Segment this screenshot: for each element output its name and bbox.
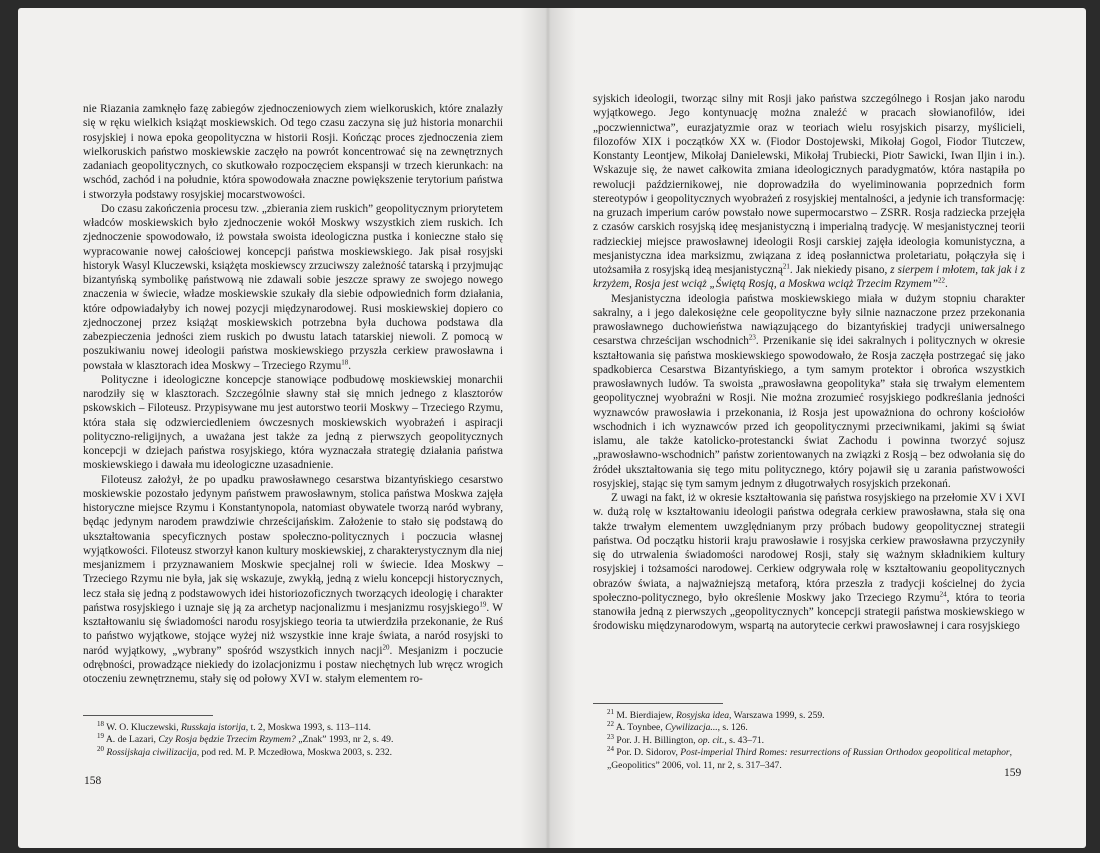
right-paragraph-3: Z uwagi na fakt, iż w okresie kształtowania się państwa rosyjskiego na przełomie XV i XVI w. dużą rolę w kształtowaniu ideologii państwa odegrała cerkiew prawosławna, stała się ona także trwałym elementem uwzględnianym przy próbach budowy geopolitycznej strategii państwa. Od początku historii kraju prawosławie i rosyjska cerkiew prawosławna przyczyniły się do utrwalenia świadomości narodowej Rosji, stały się ważnym składnikiem kultury rosyjskiej i tożsamości narodowej. Cerkiew odgrywała rolę w kształtowaniu geopolitycznych obrazów świata, a najważniejszą metaforą, która przeszła z tradycji kościelnej do życia społeczno-politycznego, było określenie Moskwy jako Trzeciego Rzymu$^{24}$, która to teoria stanowiła jedną z pierwszych „geopolitycznych” koncepcji strategii państwa moskiewskiego w środowisku międzynarodowym, wspartą na autorytecie cerkwi prawosławnej i cara rosyjskiego	[593, 492, 1026, 633]
left-paragraph-4: Filoteusz założył, że po upadku prawosławnego cesarstwa bizantyńskiego cesarstwo moskiewskie pozostało jedynym państwem prawosławnym, stolica państwa Moskwa zajęła historyczne miejsce Rzymu i Konstantynopola, natomiast obywatele tworzą naród wybrany, będąc jedynym narodem prawdziwie chrześcijańskim. Założenie to stało się podstawą do ukształtowania specyficznych postaw społeczno-politycznych i poczucia własnej wyjątkowości. Filoteusz stworzył kanon kultury moskiewskiej, z charakterystycznym dla niej mesjanizmem i przyznawaniem Moskwie specjalnej roli w świecie. Idea Moskwy – Trzeciego Rzymu nie była, jak się wskazuje, zwykłą, jedną z wielu koncepcji historycznych, lecz stała się jedną z podstawowych idei historiozoficznych tworzących ideologię i charakter państwa rosyjskiego i uznaje się ją za archetyp nacjonalizmu i mesjanizmu rosyjskiego$^{19}$. W kształtowaniu się świadomości narodu rosyjskiego teoria ta utwierdziła przekonanie, że Ruś to państwo wyjątkowe, stojące wyżej niż wszystkie inne kraje świata, a naród rosyjski to naród wyjątkowy, „wybrany” spośród wszystkich innych nacji$^{20}$. Mesjanizm i poczucie odrębności, prowadzące niekiedy do izolacjonizmu i postaw niechętnych lub wręcz wrogich otoczeniu zewnętrznemu, stały się od połowy XVI w. stałym elementem ro-	[83, 473, 503, 685]
page-number-left: 158	[84, 775, 102, 787]
footnote-22: $^{22}$ A. Toynbee, Cywilizacja..., s. 126.	[607, 720, 748, 734]
left-paragraph-2: Do czasu zakończenia procesu tzw. „zbierania ziem ruskich” geopolitycznym priorytetem władców moskiewskich było zjednoczenie wokół Moskwy wszystkich ziem ruskich. Ich zjednoczenie spowodowało, iż powstała swoista ideologiczna pustka i konieczne stało się wypracowanie nowej całościowej koncepcji państwa moskiewskiego. Jak pisał rosyjski historyk Wasyl Kluczewski, książęta moskiewscy zrzuciwszy zależność tatarską i przyjmując bizantyńską symbolikę państwową nie zdawali sobie jeszcze sprawy ze swojego nowego znaczenia w świecie, władze moskiewskie szukały dla siebie odpowiednich form działania, które odpowiadałyby ich nowej pozycji międzynarodowej. Rusi moskiewskiej dopiero co zjednoczonej przez książąt moskiewskich potrzebna była duchowa podstawa dla zabezpieczenia jedności ziem ruskich po dwustu latach tatarskiej niewoli. Z pomocą w poszukiwaniu nowej ideologii państwa moskiewskiego przyszła cerkiew prawosławna i powstała w klasztorach idea Moskwy – Trzeciego Rzymu$^{18}$.	[83, 202, 503, 372]
footnote-18: $^{18}$ W. O. Kluczewski, Russkaja istorija, t. 2, Moskwa 1993, s. 113–114.	[97, 719, 371, 733]
footnote-ref: 18	[341, 357, 349, 366]
left-paragraph-1: nie Riazania zamknęło fazę zabiegów zjednoczeniowych ziem wielkoruskich, które znalazły się w ręku wielkich książąt moskiewskich. Od tego czasu zaczyna się już historia monarchii rosyjskiej i nowa epoka geopolityczna w historii Rosji. Kończąc proces zjednoczenia ziem wielkoruskich państwo moskiewskie zaczęło na powrót koncentrować się na zewnętrznych zadaniach geopolitycznych, co skutkowało rozpoczęciem ekspansji w trzech kierunkach: na wschód, zachód i na południe, która spowodowała znaczne powiększenie terytorium państwa i stworzyła podstawy rosyjskiej mocarstwowości.	[83, 103, 503, 201]
footnote-24: $^{24}$ Por. D. Sidorov, Post-imperial Third Romes: resurrections of Russian Orthodox geopolitical metaphor, „Geopolitics” 2006, vol. 11, nr 2, s. 317–347.	[607, 745, 1013, 771]
footnote-ref: 19	[479, 600, 487, 609]
footnote-19: $^{19}$ A. de Lazari, Czy Rosja będzie Trzecim Rzymem? „Znak” 1993, nr 2, s. 49.	[97, 732, 394, 746]
footnote-21: $^{21}$ M. Bierdiajew, Rosyjska idea, Warszawa 1999, s. 259.	[607, 707, 825, 721]
footnote-ref: 24	[939, 590, 947, 599]
footnote-ref: 23	[748, 333, 756, 342]
footnote-ref: 20	[382, 642, 390, 651]
footnote-ref: 21	[782, 262, 790, 271]
right-page	[548, 8, 1086, 848]
right-paragraph-1: syjskich ideologii, tworząc silny mit Rosji jako państwa szczególnego i Rosjan jako narodu wyjątkowego. Jego kontynuację można znaleźć w pracach słowianofilów, idei „poczwiennictwa”, eurazjatyzmie oraz w teoriach wielu rosyjskich pisarzy, myślicieli, filozofów XIX i początków XX w. (Fiodor Dostojewski, Mikołaj Gogol, Fiodor Tiutczew, Konstanty Leontjew, Mikołaj Danielewski, Mikołaj Trubiecki, Piotr Sawicki, Iwan Iljin i in.). Wskazuje się, że nawet całkowita zmiana ideologicznych paradygmatów, która nastąpiła po rewolucji październikowej, nie doprowadziła do wyeliminowania poprzednich form stereotypów i geopolitycznych wyobrażeń z rosyjskiej mentalności, a jedynie ich transformację: na gruzach imperium carów powstało nowe supermocarstwo – ZSRR. Rosja radziecka przejęła z czasów carskich rosyjską ideę mesjanistyczną i imperialną tradycję. W mesjanistycznej teorii radzieckiej miejsce prawosławnej ideologii Rosji carskiej zajęła ideologia komunistyczna, a mesjanistyczna idea marksizmu, związana z ideą posłannictwa proletariatu, połączyła się i utożsamiła z rosyjską ideą mesjanistyczną$^{21}$. Jak niekiedy pisano, z sierpem i młotem, tak jak i z krzyżem, Rosja jest wciąż „Świętą Rosją, a Moskwa wciąż Trzecim Rzymem”$^{22}$.	[593, 93, 1025, 291]
footnote-divider	[83, 715, 213, 716]
right-paragraph-2: Mesjanistyczna ideologia państwa moskiewskiego miała w dużym stopniu charakter sakralny, a i jego dalekosiężne cele geopolityczne były silnie naznaczone przez przekonania prawosławnego duchowieństwa nawiązującego do bizantyńskiej tradycji uniwersalnego cesarstwa chrześcijan wschodnich$^{23}$. Przenikanie się idei sakralnych i politycznych w okresie kształtowania się państwa moskiewskiego spowodowało, że Rosja zaczęła postrzegać się jako spadkobierca Cesarstwa Bizantyńskiego, a tym samym protektor i obrońca wszystkich prawosławnych ludów. Ta swoista „prawosławna geopolityka” stała się trwałym elementem geopolitycznej wyobraźni w Rosji. Nie można zrozumieć rosyjskiego podkreślania jedności wyznawców prawosławia i przekonania, iż Rosja jest upoważniona do ochrony kościołów wschodnich i ich wyznawców przed ich geopolitycznymi przeciwnikami, jakimi są świat islamu, ale także katolicko-protestancki świat Zachodu i powinna tworzyć sojusz „prawosławno-wschodnich” państw zorientowanych na związki z Rosją – bez odwołania się do źródeł ukształtowania się tego mitu politycznego, który pojawił się u zarania państwowości rosyjskiej, stając się tym samym jednym z długotrwałych rosyjskich przekonań.	[593, 292, 1025, 490]
footnote-20: $^{20}$ Rossijskaja ciwilizacija, pod red. M. P. Mczedłowa, Moskwa 2003, s. 232.	[97, 744, 393, 758]
right-footnotes	[593, 703, 1025, 772]
left-page	[18, 8, 548, 848]
left-paragraph-3: Polityczne i ideologiczne koncepcje stanowiące podbudowę moskiewskiej monarchii narodziły się w klasztorach. Szczególnie sławny stał się mnich jednego z klasztorów pskowskich – Filoteusz. Przypisywane mu jest autorstwo teorii Moskwy – Trzeciego Rzymu, która stała się odzwierciedleniem ówczesnych moskiewskich wyobrażeń i aspiracji polityczno-religijnych, a uważana jest także za jedną z pierwszych geopolitycznych koncepcji w dziejach państwa rosyjskiego, która wyznaczała strategię działania państwa moskiewskiego i dawała mu ideologiczne uzasadnienie.	[83, 373, 503, 472]
left-footnotes	[83, 715, 503, 759]
page-number-right: 159	[1004, 767, 1022, 779]
left-body-text	[83, 102, 503, 686]
footnote-divider	[593, 703, 723, 704]
footnote-ref: 22	[937, 276, 945, 285]
right-body-text	[593, 92, 1025, 634]
footnote-23: $^{23}$ Por. J. H. Billington, op. cit., s. 43–71.	[607, 732, 765, 746]
